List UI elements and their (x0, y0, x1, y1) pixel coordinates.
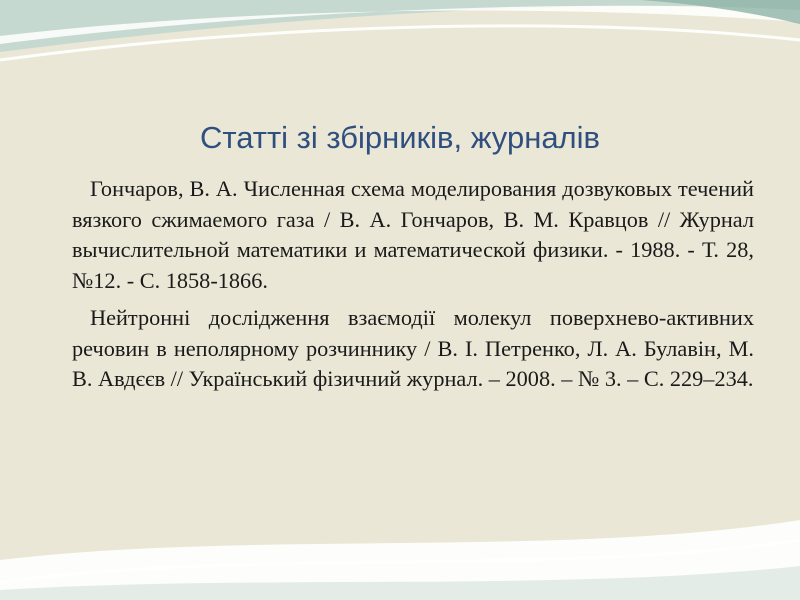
reference-item: Нейтронні дослідження взаємодії молекул поверхнево-активних речовин в неполярному розчиннику / В. І. Петренко, Л. А. Булавін, М. В. Авдєєв // Український фізичний журнал. – 2008. – № 3. – С. 229–234. (72, 305, 754, 391)
reference-item: Гончаров, В. А. Численная схема моделирования дозвуковых течений вязкого сжимаемого газа / В. А. Гончаров, В. М. Кравцов // Журнал вычислительной математики и математической физики. - 1988. - Т. 28, №12. - С. 1858-1866. (72, 176, 754, 293)
references-list (72, 174, 754, 402)
slide-title: Статті зі збірників, журналів (199, 120, 601, 155)
